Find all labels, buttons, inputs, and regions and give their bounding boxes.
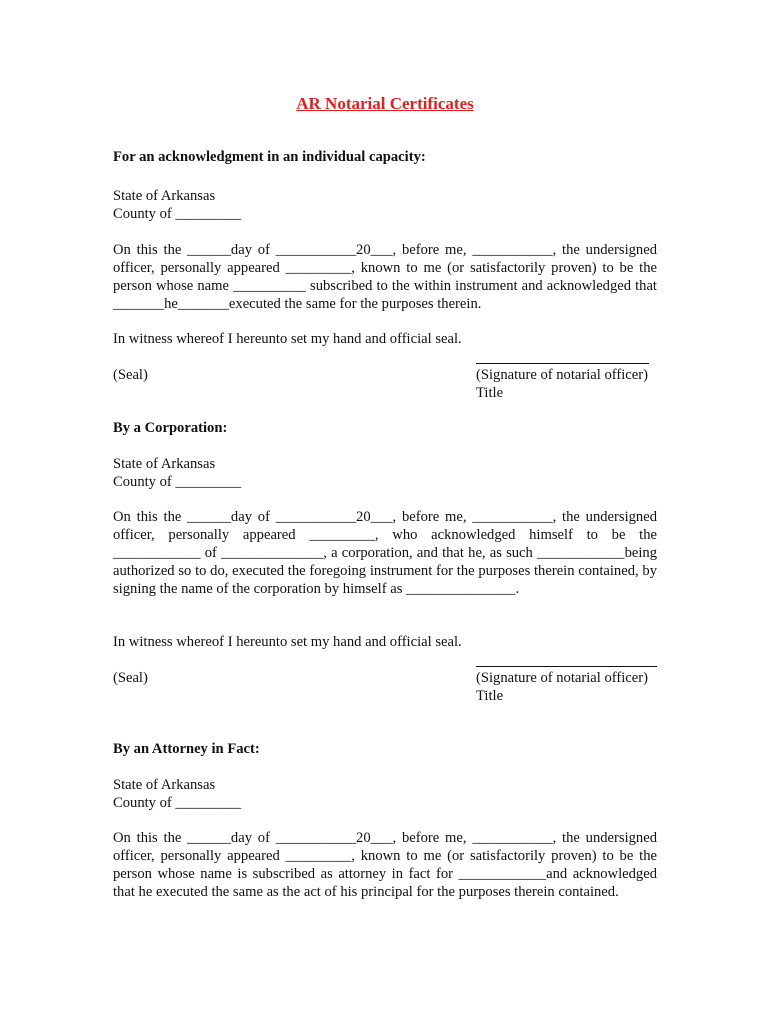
venue-state: State of Arkansas bbox=[113, 456, 216, 472]
certificate-body-corporation: On this the ______day of ___________20___, before me, ___________, the undersigned officer, personally appeared _________, who acknowledged himself to be the ____________ of ______________, a corporation, and that he, as such ____________being authorized so to do, executed the foregoing instrument for the purposes therein contained, by signing the name of the corporation by himself as _______________. bbox=[113, 509, 657, 597]
venue-county: County of _________ bbox=[113, 206, 242, 222]
venue-county: County of _________ bbox=[113, 474, 242, 490]
signature-line-individual bbox=[476, 363, 649, 364]
venue-county: County of _________ bbox=[113, 795, 242, 811]
signature-line-corporation bbox=[476, 666, 657, 667]
venue-block-corporation bbox=[113, 455, 657, 491]
signature-block-corporation bbox=[476, 669, 648, 705]
certificate-body-individual: On this the ______day of ___________20___, before me, ___________, the undersigned officer, personally appeared _________, known to me (or satisfactorily proven) to be the person whose name __________ subscribed to the within instrument and acknowledged that _______he_______executed the same for the purposes therein. bbox=[113, 242, 657, 312]
venue-block-individual bbox=[113, 187, 657, 223]
seal-label-corporation: (Seal) bbox=[113, 670, 148, 686]
certificate-body-attorney: On this the ______day of ___________20___, before me, ___________, the undersigned officer, personally appeared _________, known to me (or satisfactorily proven) to be the person whose name is subscribed as attorney in fact for ____________and acknowledged that he executed the same as the act of his principal for the purposes therein contained. bbox=[113, 830, 657, 900]
title-label: Title bbox=[476, 385, 504, 401]
document-title: AR Notarial Certificates bbox=[296, 94, 474, 113]
section-heading-attorney: By an Attorney in Fact: bbox=[113, 741, 260, 757]
signature-block-individual bbox=[476, 366, 648, 402]
witness-clause-corporation: In witness whereof I hereunto set my hand and official seal. bbox=[113, 634, 462, 650]
signature-label: (Signature of notarial officer) bbox=[476, 367, 648, 383]
witness-clause-individual: In witness whereof I hereunto set my hand and official seal. bbox=[113, 331, 462, 347]
section-heading-corporation: By a Corporation: bbox=[113, 420, 228, 436]
venue-state: State of Arkansas bbox=[113, 188, 216, 204]
venue-block-attorney bbox=[113, 776, 657, 812]
section-heading-individual: For an acknowledgment in an individual capacity: bbox=[113, 149, 426, 165]
seal-label-individual: (Seal) bbox=[113, 367, 148, 383]
title-label: Title bbox=[476, 688, 504, 704]
venue-state: State of Arkansas bbox=[113, 777, 216, 793]
signature-label: (Signature of notarial officer) bbox=[476, 670, 648, 686]
